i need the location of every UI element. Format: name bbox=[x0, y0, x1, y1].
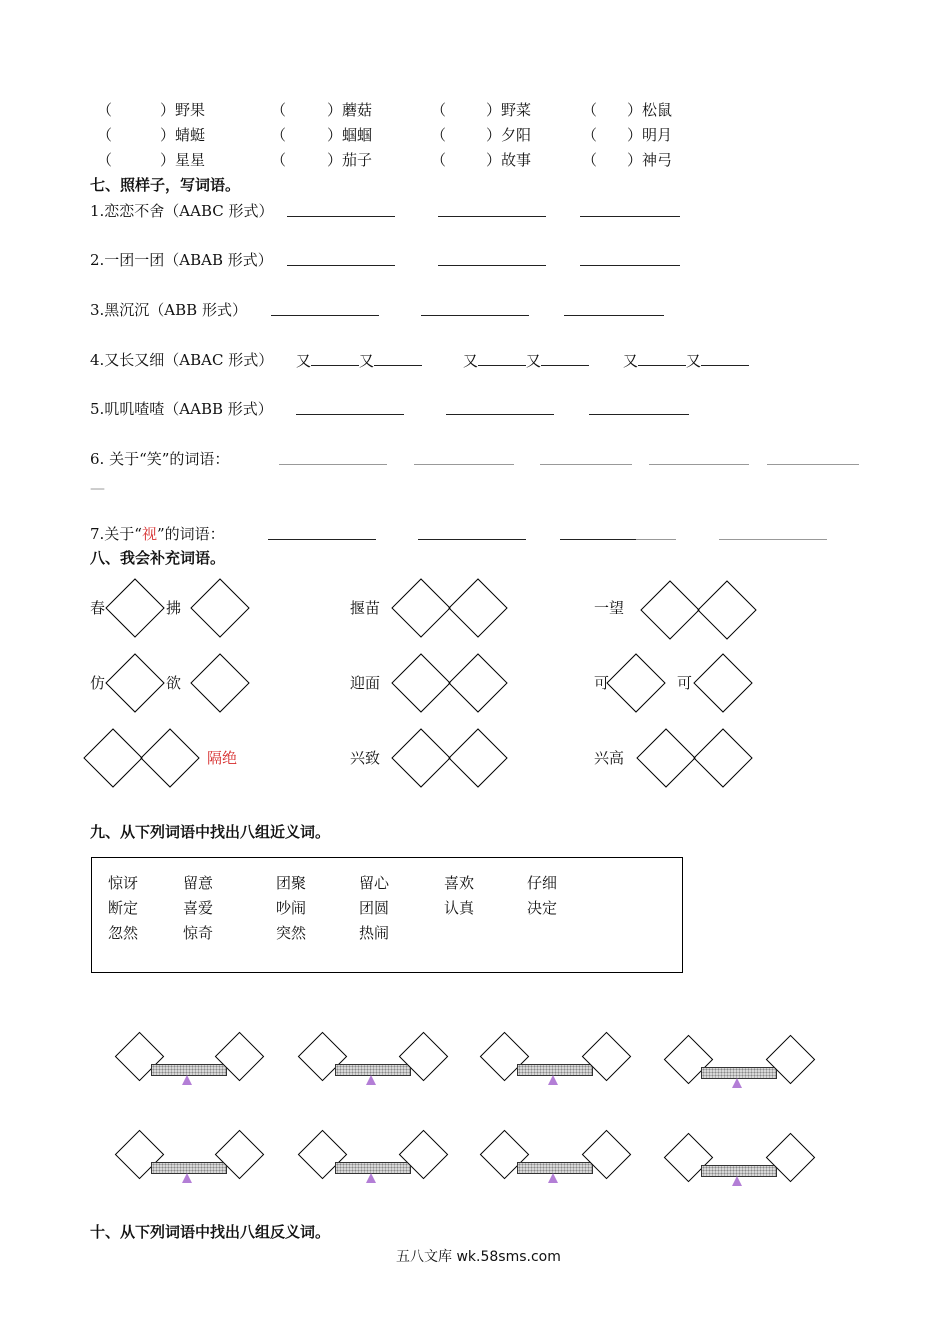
box-word: 惊讶 bbox=[108, 874, 139, 892]
paren-open: （ bbox=[271, 126, 287, 144]
item-aabb: 5.叽叽喳喳（AABB 形式） bbox=[90, 400, 273, 418]
paren-open: （ bbox=[582, 101, 598, 119]
word-label: 仿 bbox=[90, 674, 106, 692]
box-word: 留意 bbox=[183, 874, 214, 892]
balance-fulcrum bbox=[732, 1176, 742, 1186]
you-char: 又 bbox=[463, 352, 479, 370]
you-char: 又 bbox=[623, 352, 639, 370]
answer-blank[interactable] bbox=[374, 349, 422, 366]
fill-word: ）星星 bbox=[160, 151, 206, 169]
abac-group bbox=[296, 349, 422, 371]
answer-blank[interactable] bbox=[719, 523, 827, 540]
answer-blank[interactable] bbox=[287, 249, 395, 266]
you-char: 又 bbox=[296, 352, 312, 370]
answer-blank[interactable] bbox=[414, 448, 514, 465]
answer-blank[interactable] bbox=[560, 523, 636, 540]
paren-open: （ bbox=[97, 101, 113, 119]
word-label: 隔绝 bbox=[207, 749, 238, 767]
balance-fulcrum bbox=[182, 1173, 192, 1183]
box-word: 吵闹 bbox=[276, 899, 307, 917]
box-word: 喜爱 bbox=[183, 899, 214, 917]
item-shi-key: 视 bbox=[141, 525, 157, 543]
item-shi bbox=[90, 523, 225, 544]
fill-word: ）茄子 bbox=[327, 151, 373, 169]
abac-group bbox=[623, 349, 749, 371]
answer-blank[interactable] bbox=[271, 299, 379, 316]
fill-word: ）神弓 bbox=[627, 151, 673, 169]
you-char: 又 bbox=[526, 352, 542, 370]
you-char: 又 bbox=[359, 352, 375, 370]
answer-blank[interactable] bbox=[478, 349, 526, 366]
word-label: 拂 bbox=[166, 599, 182, 617]
box-word: 认真 bbox=[444, 899, 475, 917]
word-label: 揠苗 bbox=[350, 599, 381, 617]
fill-word: ）松鼠 bbox=[627, 101, 673, 119]
balance-fulcrum bbox=[182, 1075, 192, 1085]
diamond-blank[interactable] bbox=[693, 728, 752, 787]
answer-blank[interactable] bbox=[541, 349, 589, 366]
paren-open: （ bbox=[271, 151, 287, 169]
item-aabc: 1.恋恋不舍（AABC 形式） bbox=[90, 202, 274, 220]
paren-open: （ bbox=[431, 151, 447, 169]
diamond-blank[interactable] bbox=[448, 653, 507, 712]
answer-blank[interactable] bbox=[287, 200, 395, 217]
box-word: 留心 bbox=[359, 874, 390, 892]
fill-word: ）明月 bbox=[627, 126, 673, 144]
balance-fulcrum bbox=[548, 1173, 558, 1183]
diamond-blank[interactable] bbox=[140, 728, 199, 787]
word-label: 迎面 bbox=[350, 674, 381, 692]
fill-word: ）野菜 bbox=[486, 101, 532, 119]
box-word: 突然 bbox=[276, 924, 307, 942]
wrap-dash: — bbox=[90, 479, 105, 497]
paren-open: （ bbox=[431, 101, 447, 119]
fill-word: ）蜻蜓 bbox=[160, 126, 206, 144]
item-abab: 2.一团一团（ABAB 形式） bbox=[90, 251, 273, 269]
item-abb: 3.黑沉沉（ABB 形式） bbox=[90, 301, 247, 319]
section-7-title: 七、照样子，写词语。 bbox=[90, 176, 241, 194]
answer-blank[interactable] bbox=[438, 200, 546, 217]
answer-blank[interactable] bbox=[279, 448, 387, 465]
item-xiao: 6. 关于“笑”的词语： bbox=[90, 450, 230, 468]
word-label: 兴致 bbox=[350, 749, 381, 767]
box-word: 团聚 bbox=[276, 874, 307, 892]
balance-fulcrum bbox=[366, 1075, 376, 1085]
box-word: 团圆 bbox=[359, 899, 390, 917]
answer-blank[interactable] bbox=[580, 200, 680, 217]
fill-word: ）蝈蝈 bbox=[327, 126, 373, 144]
box-word: 惊奇 bbox=[183, 924, 214, 942]
answer-blank[interactable] bbox=[311, 349, 359, 366]
diamond-blank[interactable] bbox=[391, 728, 450, 787]
answer-blank[interactable] bbox=[421, 299, 529, 316]
word-label: 兴高 bbox=[594, 749, 625, 767]
item-shi-prefix: 7.关于“ bbox=[90, 525, 142, 543]
paren-open: （ bbox=[582, 126, 598, 144]
paren-open: （ bbox=[271, 101, 287, 119]
answer-blank[interactable] bbox=[438, 249, 546, 266]
balance-fulcrum bbox=[732, 1078, 742, 1088]
box-word: 决定 bbox=[527, 899, 558, 917]
item-shi-suffix: ”的词语： bbox=[157, 525, 225, 543]
section-8-title: 八、我会补充词语。 bbox=[90, 549, 226, 567]
paren-open: （ bbox=[97, 151, 113, 169]
abac-group bbox=[463, 349, 589, 371]
diamond-blank[interactable] bbox=[105, 653, 164, 712]
fill-word: ）野果 bbox=[160, 101, 206, 119]
fill-word: ）夕阳 bbox=[486, 126, 532, 144]
box-word: 喜欢 bbox=[444, 874, 475, 892]
answer-blank[interactable] bbox=[767, 448, 859, 465]
diamond-blank[interactable] bbox=[105, 578, 164, 637]
answer-blank[interactable] bbox=[580, 249, 680, 266]
answer-blank[interactable] bbox=[638, 349, 686, 366]
answer-blank[interactable] bbox=[446, 398, 554, 415]
box-word: 热闹 bbox=[359, 924, 390, 942]
paren-open: （ bbox=[431, 126, 447, 144]
answer-blank[interactable] bbox=[636, 523, 676, 540]
word-label: 欲 bbox=[166, 674, 182, 692]
answer-blank[interactable] bbox=[564, 299, 664, 316]
section-10-title: 十、从下列词语中找出八组反义词。 bbox=[90, 1223, 331, 1241]
paren-open: （ bbox=[97, 126, 113, 144]
answer-blank[interactable] bbox=[296, 398, 404, 415]
diamond-blank[interactable] bbox=[606, 653, 665, 712]
diamond-blank[interactable] bbox=[391, 578, 450, 637]
answer-blank[interactable] bbox=[268, 523, 376, 540]
item-abac: 4.又长又细（ABAC 形式） bbox=[90, 351, 274, 369]
balance-fulcrum bbox=[548, 1075, 558, 1085]
paren-open: （ bbox=[582, 151, 598, 169]
word-label: 可 bbox=[594, 674, 610, 692]
word-label: 一望 bbox=[594, 599, 625, 617]
answer-blank[interactable] bbox=[649, 448, 749, 465]
answer-blank[interactable] bbox=[540, 448, 632, 465]
box-word: 断定 bbox=[108, 899, 139, 917]
box-word: 忽然 bbox=[108, 924, 139, 942]
diamond-blank[interactable] bbox=[636, 728, 695, 787]
balance-fulcrum bbox=[366, 1173, 376, 1183]
diamond-blank[interactable] bbox=[448, 578, 507, 637]
word-label: 可 bbox=[677, 674, 693, 692]
you-char: 又 bbox=[686, 352, 702, 370]
answer-blank[interactable] bbox=[589, 398, 689, 415]
diamond-blank[interactable] bbox=[391, 653, 450, 712]
word-box bbox=[91, 857, 683, 973]
answer-blank[interactable] bbox=[701, 349, 749, 366]
diamond-blank[interactable] bbox=[448, 728, 507, 787]
diamond-blank[interactable] bbox=[640, 580, 699, 639]
fill-word: ）故事 bbox=[486, 151, 532, 169]
footer-watermark: 五八文库 wk.58sms.com bbox=[396, 1249, 561, 1265]
answer-blank[interactable] bbox=[418, 523, 526, 540]
diamond-blank[interactable] bbox=[697, 580, 756, 639]
box-word: 仔细 bbox=[527, 874, 558, 892]
diamond-blank[interactable] bbox=[693, 653, 752, 712]
diamond-blank[interactable] bbox=[83, 728, 142, 787]
diamond-blank[interactable] bbox=[190, 578, 249, 637]
word-label: 春 bbox=[90, 599, 106, 617]
fill-word: ）蘑菇 bbox=[327, 101, 373, 119]
section-9-title: 九、从下列词语中找出八组近义词。 bbox=[90, 823, 331, 841]
diamond-blank[interactable] bbox=[190, 653, 249, 712]
